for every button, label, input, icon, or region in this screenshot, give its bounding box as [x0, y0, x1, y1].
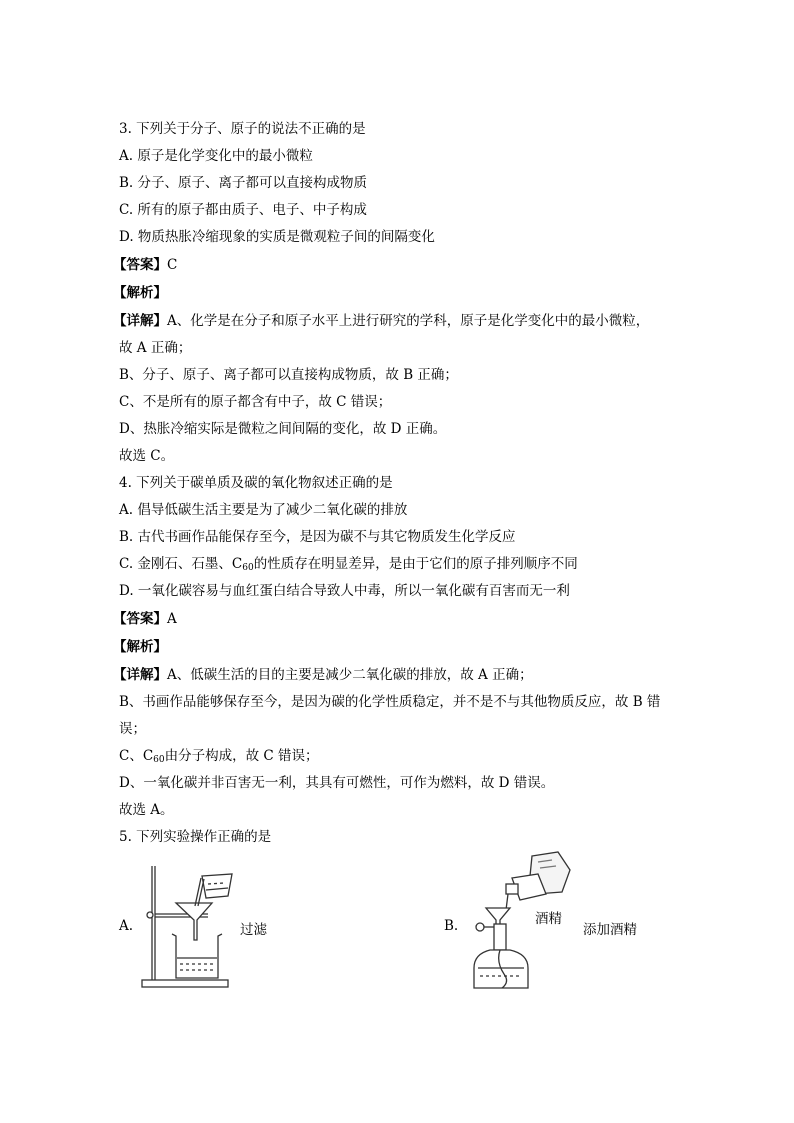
subscript: 60: [153, 755, 165, 765]
q5-option-a-letter: A.: [119, 918, 134, 934]
q4-detail-line-1: [113, 666, 533, 684]
q3-detail-line-4: C、不是所有的原子都含有中子，故 C 错误；: [119, 394, 392, 410]
answer-value: A: [167, 611, 177, 627]
detail-text: A、化学是在分子和原子水平上进行研究的学科，原子是化学变化中的最小微粒，: [167, 313, 650, 329]
q3-stem: 3. 下列关于分子、原子的说法不正确的是: [119, 121, 366, 137]
q4-analysis-tag: [113, 638, 167, 656]
q4-detail-line-2: B、书画作品能够保存至今，是因为碳的化学性质稳定，并不是不与其他物质反应，故 B 错: [119, 694, 661, 710]
q4-conclusion: 故选 A。: [119, 802, 174, 818]
detail-tag: 【详解】: [113, 313, 167, 329]
q5-option-b-letter: B.: [444, 918, 459, 934]
detail-text: A、低碳生活的目的主要是减少二氧化碳的排放，故 A 正确；: [167, 667, 533, 683]
q4-detail-line-5: D、一氧化碳并非百害无一利，其具有可燃性，可作为燃料，故 D 错误。: [119, 775, 555, 791]
q3-option-d: D. 物质热胀冷缩现象的实质是微观粒子间的间隔变化: [119, 229, 435, 245]
q3-detail-line-3: B、分子、原子、离子都可以直接构成物质，故 B 正确；: [119, 367, 458, 383]
detail-text: C、C: [119, 748, 154, 764]
q3-detail-line-5: D、热胀冷缩实际是微粒之间间隔的变化，故 D 正确。: [119, 421, 447, 437]
answer-tag: 【答案】: [113, 611, 167, 627]
detail-tag: 【详解】: [113, 667, 167, 683]
option-text: 的性质存在明显差异，是由于它们的原子排列顺序不同: [253, 556, 578, 572]
q4-option-d: D. 一氧化碳容易与血红蛋白结合导致人中毒，所以一氧化碳有百害而无一利: [119, 583, 570, 599]
filtration-apparatus-image: [138, 860, 248, 990]
q5-option-b-caption: 添加酒精: [583, 922, 637, 938]
answer-tag: 【答案】: [113, 257, 167, 273]
answer-value: C: [167, 257, 178, 273]
q4-option-a: A. 倡导低碳生活主要是为了减少二氧化碳的排放: [119, 502, 408, 518]
q4-option-c: [119, 555, 578, 577]
q3-option-a: A. 原子是化学变化中的最小微粒: [119, 148, 313, 164]
q3-option-c: C. 所有的原子都由质子、电子、中子构成: [119, 202, 367, 218]
q3-analysis-tag: [113, 284, 167, 302]
q4-stem: 4. 下列关于碳单质及碳的氧化物叙述正确的是: [119, 475, 393, 491]
analysis-tag: 【解析】: [113, 285, 167, 301]
q4-answer: [113, 610, 177, 628]
q3-detail-line-1: [113, 312, 649, 330]
detail-text: 由分子构成，故 C 错误；: [164, 748, 319, 764]
option-text: C. 金刚石、石墨、C: [119, 556, 243, 572]
q5-stem: 5. 下列实验操作正确的是: [119, 829, 272, 845]
q4-detail-line-4: [119, 747, 319, 769]
q4-option-b: B. 古代书画作品能保存至今，是因为碳不与其它物质发生化学反应: [119, 529, 516, 545]
q5-option-b-label: 酒精: [535, 911, 562, 927]
q3-conclusion: 故选 C。: [119, 448, 175, 464]
q3-detail-line-2: 故 A 正确；: [119, 340, 192, 356]
q3-answer: [113, 256, 177, 274]
q5-option-a-caption: 过滤: [240, 922, 267, 938]
analysis-tag: 【解析】: [113, 639, 167, 655]
q4-detail-line-3: 误；: [119, 721, 146, 737]
q3-option-b: B. 分子、原子、离子都可以直接构成物质: [119, 175, 368, 191]
subscript: 60: [242, 563, 254, 573]
